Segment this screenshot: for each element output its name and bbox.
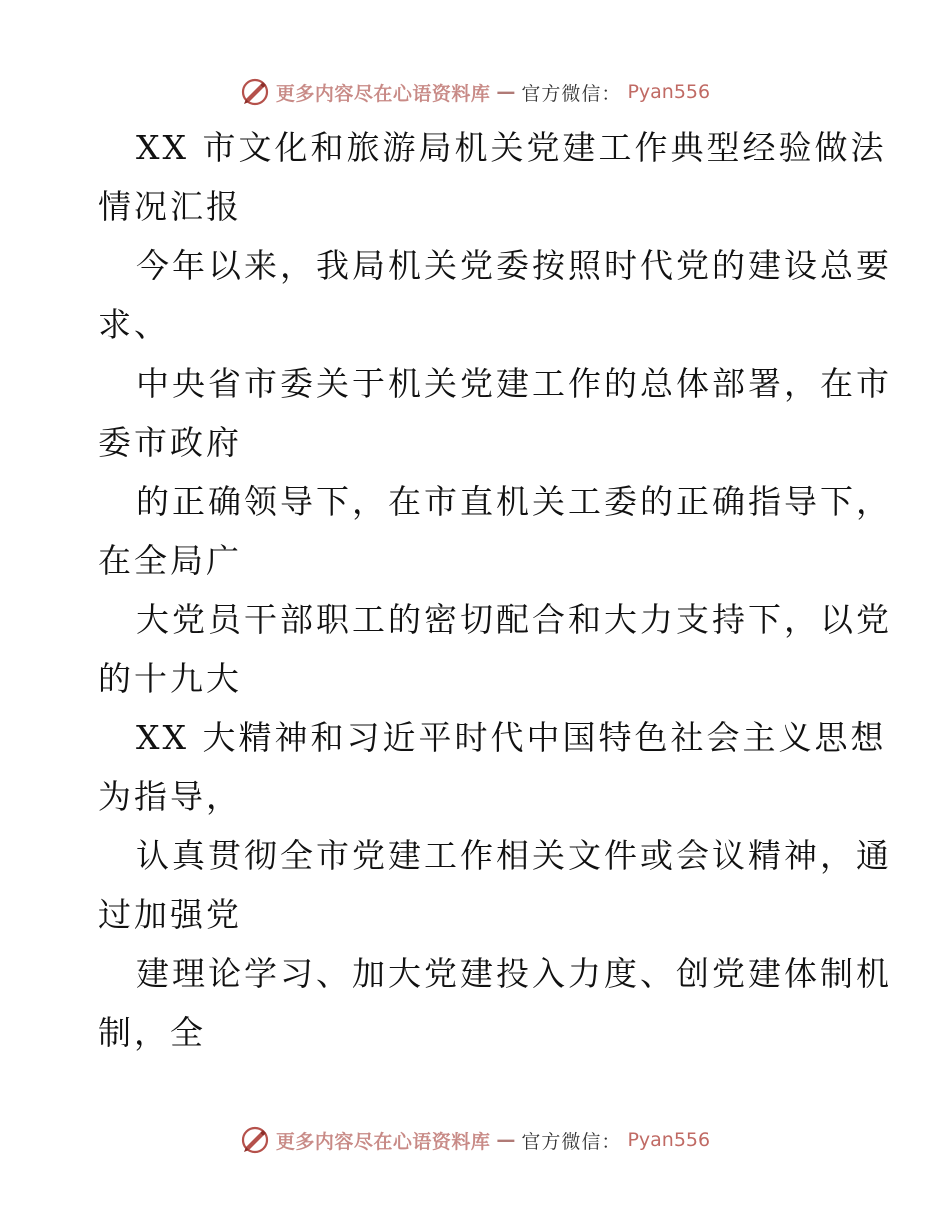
pen-logo-icon bbox=[240, 77, 270, 107]
doc-line: 委市政府 bbox=[98, 423, 242, 462]
doc-line: XX 大精神和习近平时代中国特色社会主义思想 bbox=[136, 718, 887, 757]
doc-line: 今年以来，我局机关党委按照时代党的建设总要 bbox=[136, 246, 892, 285]
doc-line: 中央省市委关于机关党建工作的总体部署，在市 bbox=[136, 364, 892, 403]
banner-official-label: 官方微信： bbox=[521, 1130, 622, 1153]
doc-line: 求、 bbox=[98, 305, 170, 344]
doc-line: XX 市文化和旅游局机关党建工作典型经验做法 bbox=[136, 128, 887, 167]
document-body bbox=[98, 118, 892, 1062]
banner-dash: — bbox=[496, 81, 516, 103]
doc-line: 的正确领导下，在市直机关工委的正确指导下， bbox=[136, 482, 892, 521]
banner-wechat-id: Pyan556 bbox=[627, 81, 711, 103]
doc-line: 的十九大 bbox=[98, 659, 242, 698]
banner-wechat-id: Pyan556 bbox=[627, 1129, 711, 1151]
pen-logo-icon bbox=[240, 1125, 270, 1155]
doc-line: 制，全 bbox=[98, 1013, 206, 1052]
footer-banner bbox=[0, 1120, 950, 1160]
doc-line: 建理论学习、加大党建投入力度、创党建体制机 bbox=[136, 954, 892, 993]
doc-line: 大党员干部职工的密切配合和大力支持下，以党 bbox=[136, 600, 892, 639]
header-banner bbox=[0, 72, 950, 112]
doc-line: 在全局广 bbox=[98, 541, 242, 580]
doc-line: 情况汇报 bbox=[98, 187, 242, 226]
banner-site-text: 更多内容尽在心语资料库 bbox=[275, 82, 491, 105]
banner-dash: — bbox=[496, 1129, 516, 1151]
doc-line: 过加强党 bbox=[98, 895, 242, 934]
banner-site-text: 更多内容尽在心语资料库 bbox=[275, 1130, 491, 1153]
doc-line: 认真贯彻全市党建工作相关文件或会议精神，通 bbox=[136, 836, 892, 875]
banner-official-label: 官方微信： bbox=[521, 82, 622, 105]
doc-line: 为指导， bbox=[98, 777, 242, 816]
